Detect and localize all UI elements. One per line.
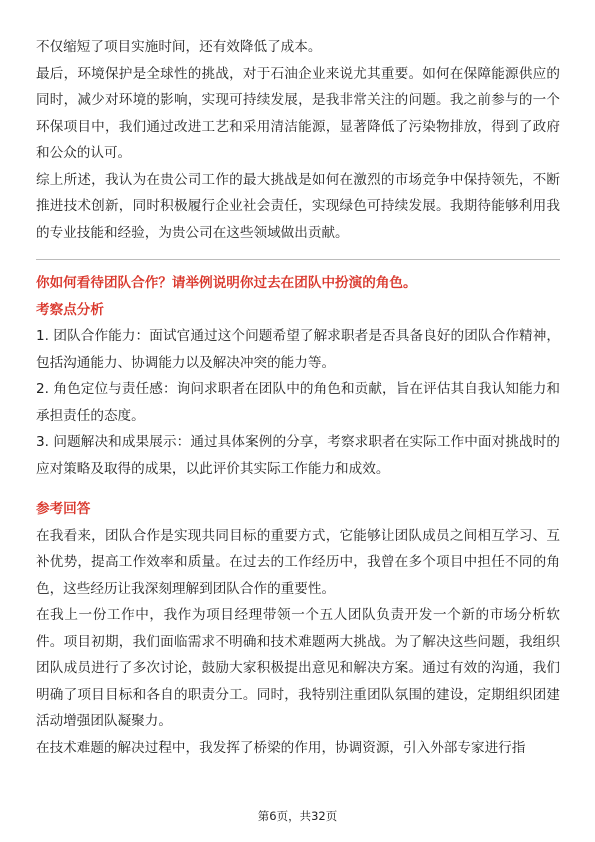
page-number-footer: 第6页，共32页 [257, 809, 338, 823]
question-title: 你如何看待团队合作？请举例说明你过去在团队中扮演的角色。 [36, 275, 417, 291]
intro-paragraph-1: 不仅缩短了项目实施时间，还有效降低了成本。 [36, 39, 322, 55]
analysis-item-2: 2. 角色定位与责任感：询问求职者在团队中的角色和贡献，旨在评估其自我认知能力和承担责任的态度。 [36, 381, 560, 424]
document-page [36, 34, 560, 761]
answer-heading: 参考回答 [36, 501, 91, 517]
analysis-heading: 考察点分析 [36, 301, 104, 318]
answer-paragraph-2: 在我上一份工作中，我作为项目经理带领一个五人团队负责开发一个新的市场分析软件。项目初期，我们面临需求不明确和技术难题两大挑战。为了解决这些问题，我组织团队成员进行了多次讨论，鼓励大家积极提出意见和解决方案。通过有效的沟通，我们明确了项目目标和各自的职责分工。同时，我特别注重团队氛围的建设，定期组织团建活动增强团队凝聚力。 [36, 607, 560, 729]
intro-paragraph-3: 综上所述，我认为在贵公司工作的最大挑战是如何在激烈的市场竞争中保持领先，不断推进技术创新，同时积极履行企业社会责任，实现绿色可持续发展。我期待能够利用我的专业技能和经验，为贵公司在这些领域做出贡献。 [36, 171, 560, 241]
answer-paragraph-1: 在我看来，团队合作是实现共同目标的重要方式，它能够让团队成员之间相互学习、互补优势，提高工作效率和质量。在过去的工作经历中，我曾在多个项目中担任不同的角色，这些经历让我深刻理解到团队合作的重要性。 [36, 527, 560, 597]
analysis-item-1: 1. 团队合作能力：面试官通过这个问题希望了解求职者是否具备良好的团队合作精神，包括沟通能力、协调能力以及解决冲突的能力等。 [36, 328, 560, 371]
intro-paragraph-2: 最后，环境保护是全球性的挑战，对于石油企业来说尤其重要。如何在保障能源供应的同时，减少对环境的影响，实现可持续发展，是我非常关注的问题。我之前参与的一个环保项目中，我们通过改进工艺和采用清洁能源，显著降低了污染物排放，得到了政府和公众的认可。 [36, 65, 560, 161]
answer-paragraph-3: 在技术难题的解决过程中，我发挥了桥梁的作用，协调资源，引入外部专家进行指 [36, 739, 526, 756]
analysis-item-3: 3. 问题解决和成果展示：通过具体案例的分享，考察求职者在实际工作中面对挑战时的应对策略及取得的成果，以此评价其实际工作能力和成效。 [36, 434, 560, 477]
section-divider [36, 259, 560, 260]
